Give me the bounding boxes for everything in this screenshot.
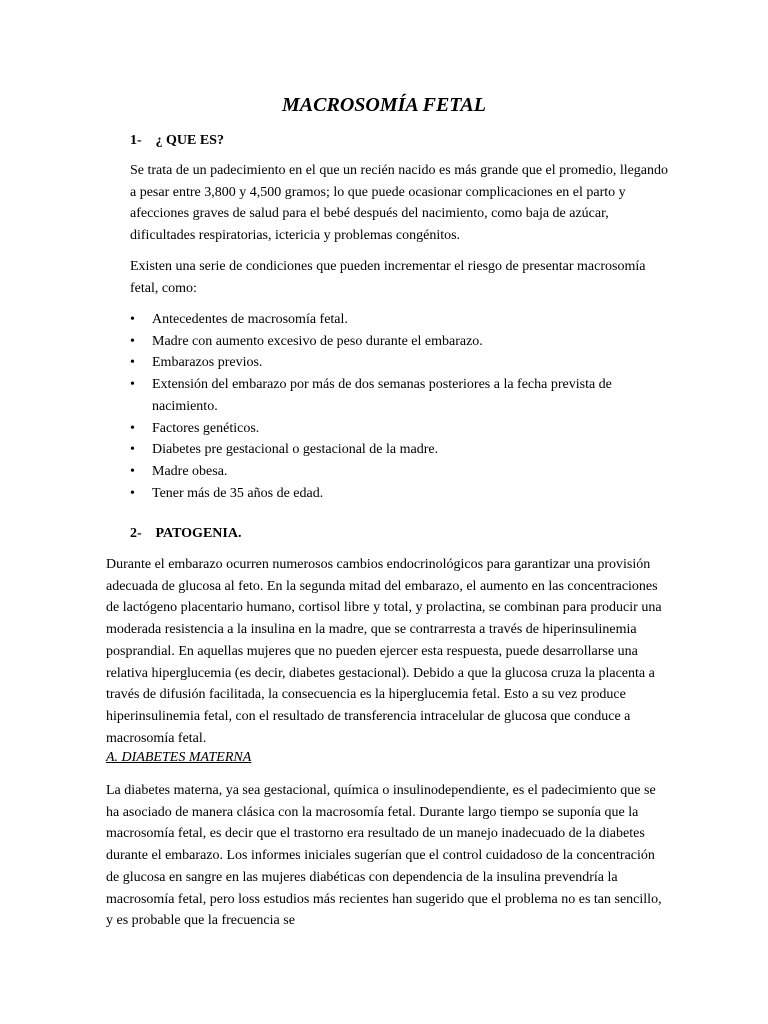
subsection-a-paragraph: La diabetes materna, ya sea gestacional, química o insulinodependiente, es el padecimiento que se ha asociado de manera clásica con la macrosomía fetal. Durante largo tiempo se suponía que la macrosomía fetal, es decir que el trastorno era resultado de un manejo inadecuado de la diabetes durante el embarazo. Los informes iniciales sugerían que el control cuidadoso de la concentración de glucosa en sangre en las mujeres diabéticas con dependencia de la insulina prevendría la macrosomía fetal, pero loss estudios más recientes han sugerido que el problema no es tan sencillo, y es probable que la frecuencia se [106,783,662,929]
section-1-paragraph-1: Se trata de un padecimiento en el que un recién nacido es más grande que el promedio, llegando a pesar entre 3,800 y 4,500 gramos; lo que puede ocasionar complicaciones en el parto y afecciones graves de salud para el bebé después del nacimiento, como baja de azúcar, dificultades respiratorias, ictericia y problemas congénitos. [130,163,669,244]
section-1-number: 1- [130,133,142,148]
list-item: • Diabetes pre gestacional o gestacional de la madre. [130,439,670,461]
section-2-heading [130,526,241,542]
list-item: • Madre con aumento excesivo de peso durante el embarazo. [130,331,670,353]
section-2-paragraph: Durante el embarazo ocurren numerosos cambios endocrinológicos para garantizar una provisión adecuada de glucosa al feto. En la segunda mitad del embarazo, el aumento en las concentraciones de lactógeno placentario humano, cortisol libre y total, y prolactina, se combinan para producir una moderada resistencia a la insulina en la madre, que se contrarresta a través de hiperinsulinemia posprandial. En aquellas mujeres que no pueden ejercer esta respuesta, puede desarrollarse una relativa hiperglucemia (es decir, diabetes gestacional). Debido a que la glucosa cruza la placenta a través de difusión facilitada, la consecuencia es la hiperglucemia fetal. Esto a su vez produce hiperinsulinemia fetal, con el resultado de transferencia intracelular de glucosa que conduce a macrosomía fetal. [106,557,662,746]
risk-factors-list [130,309,670,504]
list-item: • Madre obesa. [130,461,670,483]
section-1-title: ¿ QUE ES? [155,133,224,148]
section-2-title: PATOGENIA. [155,526,242,541]
list-item: • Tener más de 35 años de edad. [130,483,670,505]
document-title: MACROSOMÍA FETAL [282,94,486,116]
list-item: • Factores genéticos. [130,418,670,440]
section-1-heading [130,133,224,149]
section-1-paragraph-2: Existen una serie de condiciones que pueden incrementar el riesgo de presentar macrosomía fetal, como: [130,259,646,296]
list-item: • Embarazos previos. [130,352,670,374]
section-2-number: 2- [130,526,142,541]
list-item: • Antecedentes de macrosomía fetal. [130,309,670,331]
subsection-a-heading: A. DIABETES MATERNA [106,750,252,765]
list-item: • Extensión del embarazo por más de dos semanas posteriores a la fecha prevista de nacimiento. [130,374,670,417]
